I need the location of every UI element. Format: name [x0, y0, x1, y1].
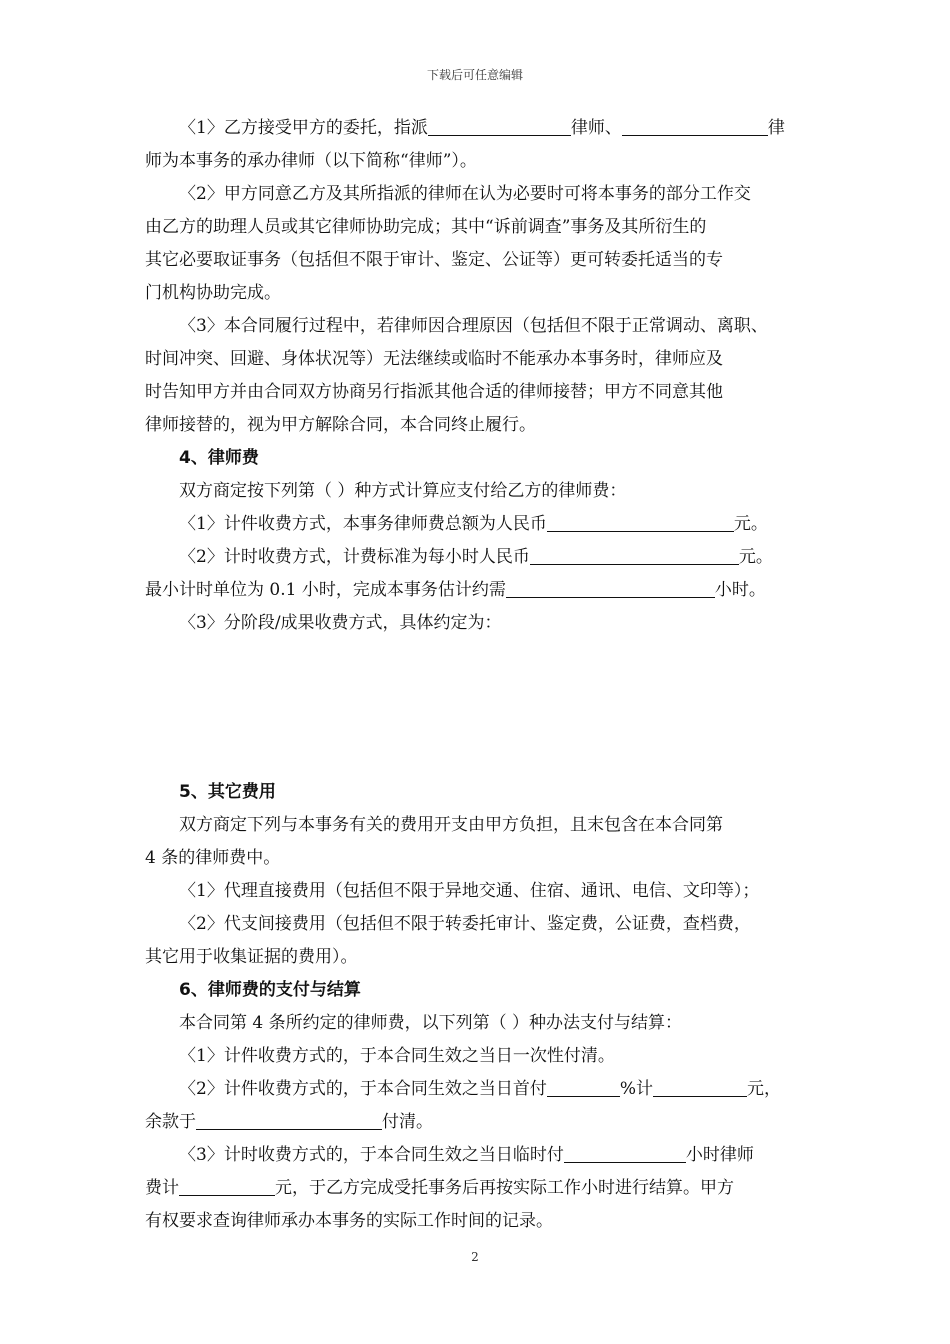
clause-6-item-2-cont	[145, 1106, 809, 1139]
text: 费计	[145, 1178, 179, 1198]
clause-4-item-1	[145, 508, 809, 541]
clause-6-item-1: 〈1〉计件收费方式的，于本合同生效之当日一次性付清。	[179, 1046, 615, 1066]
text: 小时。	[714, 580, 766, 600]
clause-3-item-1	[145, 112, 809, 145]
clause-6-item-3-cont: 有权要求查询律师承办本事务的实际工作时间的记录。	[145, 1211, 553, 1231]
clause-4-item-2-cont	[145, 574, 809, 607]
advance-hours-blank[interactable]	[564, 1144, 686, 1163]
text: 元。	[733, 514, 768, 534]
lawyer-name-blank-2[interactable]	[622, 117, 768, 136]
text: 最小计时单位为 0.1 小时，完成本事务估计约需	[145, 580, 506, 600]
page-number: 2	[471, 1250, 479, 1264]
clause-3-item-3-cont: 时间冲突、回避、身体状况等）无法继续或临时不能承办本事务时，律师应及	[145, 349, 723, 369]
estimated-hours-blank[interactable]	[506, 579, 715, 598]
hourly-rate-blank[interactable]	[530, 546, 739, 565]
text: 付清。	[382, 1112, 433, 1132]
first-payment-amount-blank[interactable]	[653, 1078, 747, 1097]
clause-3-item-3-cont: 时告知甲方并由合同双方协商另行指派其他合适的律师接替；甲方不同意其他	[145, 382, 723, 402]
clause-6-item-3-cont	[145, 1172, 809, 1205]
section-heading-6: 6、律师费的支付与结算	[179, 980, 361, 1000]
clause-4-item-3: 〈3〉分阶段/成果收费方式，具体约定为：	[179, 613, 502, 633]
blank-space	[145, 640, 809, 776]
first-payment-percent-blank[interactable]	[547, 1078, 620, 1097]
text: 〈2〉计时收费方式，计费标准为每小时人民币	[179, 547, 530, 567]
text: 余款于	[145, 1112, 196, 1132]
fee-total-blank[interactable]	[547, 513, 734, 532]
text: 〈1〉计件收费方式，本事务律师费总额为人民币	[179, 514, 547, 534]
clause-3-item-1-cont: 师为本事务的承办律师（以下简称“律师”）。	[145, 151, 477, 171]
advance-amount-blank[interactable]	[179, 1177, 275, 1196]
clause-3-item-2-cont: 其它必要取证事务（包括但不限于审计、鉴定、公证等）更可转委托适当的专	[145, 250, 723, 270]
text: 小时律师	[685, 1145, 754, 1165]
text: 〈2〉计件收费方式的，于本合同生效之当日首付	[179, 1079, 547, 1099]
text: 律	[767, 118, 785, 138]
clause-5-item-2-cont: 其它用于收集证据的费用）。	[145, 947, 358, 967]
page-header: 下载后可任意编辑	[426, 68, 523, 82]
text: 元，于乙方完成受托事务后再按实际工作小时进行结算。甲方	[275, 1178, 734, 1198]
text: 律师、	[570, 118, 622, 138]
clause-4-item-2	[145, 541, 809, 574]
text: 元。	[738, 547, 773, 567]
document-body	[145, 112, 809, 1238]
text: 〈3〉计时收费方式的，于本合同生效之当日临时付	[179, 1145, 564, 1165]
clause-6-item-3	[145, 1139, 809, 1172]
clause-3-item-2: 〈2〉甲方同意乙方及其所指派的律师在认为必要时可将本事务的部分工作交	[179, 184, 751, 204]
clause-3-item-2-cont: 由乙方的助理人员或其它律师协助完成；其中“诉前调查”事务及其所衍生的	[145, 217, 707, 237]
clause-5-item-2: 〈2〉代支间接费用（包括但不限于转委托审计、鉴定费，公证费，查档费，	[179, 914, 751, 934]
clause-5-intro-cont: 4 条的律师费中。	[145, 848, 281, 868]
clause-6-intro: 本合同第 4 条所约定的律师费，以下列第（ ）种办法支付与结算：	[179, 1013, 683, 1033]
text: %计	[619, 1079, 653, 1099]
balance-date-blank[interactable]	[196, 1111, 382, 1130]
section-heading-4: 4、律师费	[179, 448, 259, 468]
clause-3-item-2-cont: 门机构协助完成。	[145, 283, 281, 303]
text: 〈1〉乙方接受甲方的委托，指派	[179, 118, 428, 138]
text: 元，	[746, 1079, 781, 1099]
clause-3-item-3-cont: 律师接替的，视为甲方解除合同，本合同终止履行。	[145, 415, 536, 435]
clause-3-item-3: 〈3〉本合同履行过程中，若律师因合理原因（包括但不限于正常调动、离职、	[179, 316, 768, 336]
section-heading-5: 5、其它费用	[179, 782, 276, 802]
clause-5-item-1: 〈1〉代理直接费用（包括但不限于异地交通、住宿、通讯、电信、文印等）；	[179, 881, 760, 901]
clause-6-item-2	[145, 1073, 809, 1106]
clause-4-intro: 双方商定按下列第（ ）种方式计算应支付给乙方的律师费：	[179, 481, 627, 501]
clause-5-intro: 双方商定下列与本事务有关的费用开支由甲方负担，且末包含在本合同第	[179, 815, 723, 835]
lawyer-name-blank-1[interactable]	[428, 117, 571, 136]
